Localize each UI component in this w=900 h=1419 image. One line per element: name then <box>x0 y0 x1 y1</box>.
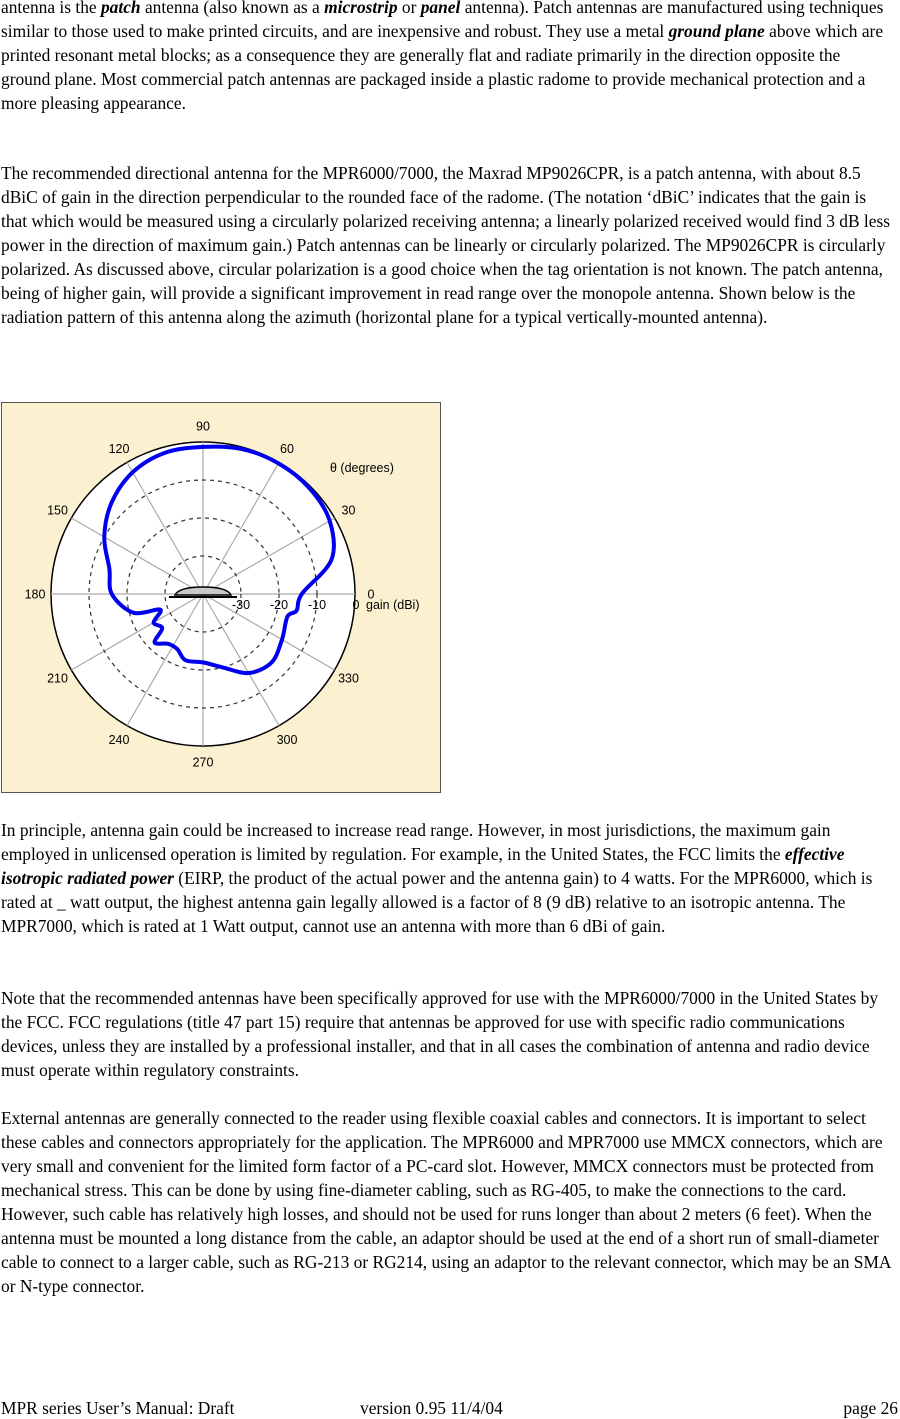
angle-tick-label: 210 <box>47 671 68 686</box>
emphasized-term: effective isotropic radiated power <box>1 844 845 888</box>
footer-manual-title: MPR series User’s Manual: Draft <box>1 1398 235 1418</box>
radial-tick-label: 0 <box>352 598 360 612</box>
text-run: External antennas are generally connected to the reader using flexible coaxial cables and connectors. It is important to select these cables and connectors appropriately for the application. The MPR6000 and MPR7000 use MMCX connectors, which are very small and convenient for the limited form factor of a PC-card slot. However, MMCX connectors must be protected from mechanical stress. This can be done by using fine-diameter cabling, such as RG-405, to make the connections to the card. However, such cable has relatively high losses, and should not be used for runs longer than about 2 meters (6 feet). When the antenna must be mounted a long distance from the cable, an adaptor should be used at the end of a short run of small-diameter cable to connect to a larger cable, such as RG-213 or RG214, using an adaptor to the relevant connector, which may be an SMA or N-type connector. <box>1 1108 891 1296</box>
radiation-pattern-figure <box>1 402 441 793</box>
angle-tick-label: 150 <box>47 503 68 518</box>
angle-axis-label: θ (degrees) <box>330 461 394 475</box>
paragraph-patch-antenna <box>1 0 891 115</box>
text-run: above which are printed resonant metal blocks; as a consequence they are generally flat and radiate primarily in the direction opposite the ground plane. Most commercial patch antennas are packaged inside a plastic radome to provide mechanical protection and a more pleasing appearance. <box>1 21 884 113</box>
angle-tick-label: 120 <box>108 442 130 457</box>
emphasized-term: microstrip <box>324 0 398 17</box>
paragraph-external-antennas <box>1 1106 891 1298</box>
footer-version: version 0.95 11/4/04 <box>360 1398 503 1418</box>
paragraph-fcc-approval <box>1 986 891 1082</box>
radial-tick-label: -30 <box>231 598 251 612</box>
angle-tick-label: 180 <box>24 587 46 602</box>
radial-tick-label: -20 <box>269 598 289 612</box>
text-run: In principle, antenna gain could be increased to increase read range. However, in most jurisdictions, the maximum gain employed in unlicensed operation is limited by regulation. For example, in the United States, the FCC limits the <box>1 820 831 864</box>
footer-page-number: page 26 <box>843 1398 898 1418</box>
emphasized-term: patch <box>100 0 141 17</box>
angle-tick-label: 270 <box>192 755 214 770</box>
angle-tick-label: 90 <box>196 419 210 434</box>
text-run: (EIRP, the product of the actual power and the antenna gain) to 4 watts. For the MPR6000, which is rated at _ watt output, the highest antenna gain legally allowed is a factor of 8 (9 dB) relative to an isotropic antenna. The MPR7000, which is rated at 1 Watt output, cannot use an antenna with more than 6 dBi of gain. <box>1 868 873 936</box>
text-run: antenna). Patch antennas are manufactured using techniques similar to those used to make printed circuits, and are inexpensive and robust. They use a metal <box>1 0 884 41</box>
angle-tick-label: 300 <box>276 732 298 747</box>
text-run: antenna is the <box>1 0 101 17</box>
paragraph-recommended-antenna <box>1 161 891 329</box>
radiation-pattern-chart <box>2 403 442 794</box>
angle-tick-label: 60 <box>280 442 294 457</box>
text-run: antenna (also known as a <box>140 0 325 17</box>
text-run: Note that the recommended antennas have been specifically approved for use with the MPR6000/7000 in the United States by the FCC. FCC regulations (title 47 part 15) require that antennas be approved for use with specific radio communications devices, unless they are installed by a professional installer, and that in all cases the combination of antenna and radio device must operate within regulatory constraints. <box>1 988 879 1080</box>
paragraph-eirp-regulation <box>1 818 891 938</box>
text-run: or <box>397 0 421 17</box>
angle-tick-label: 330 <box>338 671 359 686</box>
emphasized-term: ground plane <box>668 21 765 41</box>
angle-tick-label: 0 <box>367 587 375 602</box>
emphasized-term: panel <box>420 0 461 17</box>
radial-axis-label: gain (dBi) <box>366 598 420 612</box>
angle-tick-label: 240 <box>108 732 130 747</box>
radial-tick-label: -10 <box>307 598 327 612</box>
text-run: The recommended directional antenna for the MPR6000/7000, the Maxrad MP9026CPR, is a patch antenna, with about 8.5 dBiC of gain in the direction perpendicular to the rounded face of the radome. (The notation ‘dBiC’ indicates that the gain is that which would be measured using a circularly polarized receiving antenna; a linearly polarized received would find 3 dB less power in the direction of maximum gain.) Patch antennas can be linearly or circularly polarized. The MP9026CPR is circularly polarized. As discussed above, circular polarization is a good choice when the tag orientation is not known. The patch antenna, being of higher gain, will provide a significant improvement in read range over the monopole antenna. Shown below is the radiation pattern of this antenna along the azimuth (horizontal plane for a typical vertically-mounted antenna). <box>1 163 891 327</box>
angle-tick-label: 30 <box>341 503 356 518</box>
